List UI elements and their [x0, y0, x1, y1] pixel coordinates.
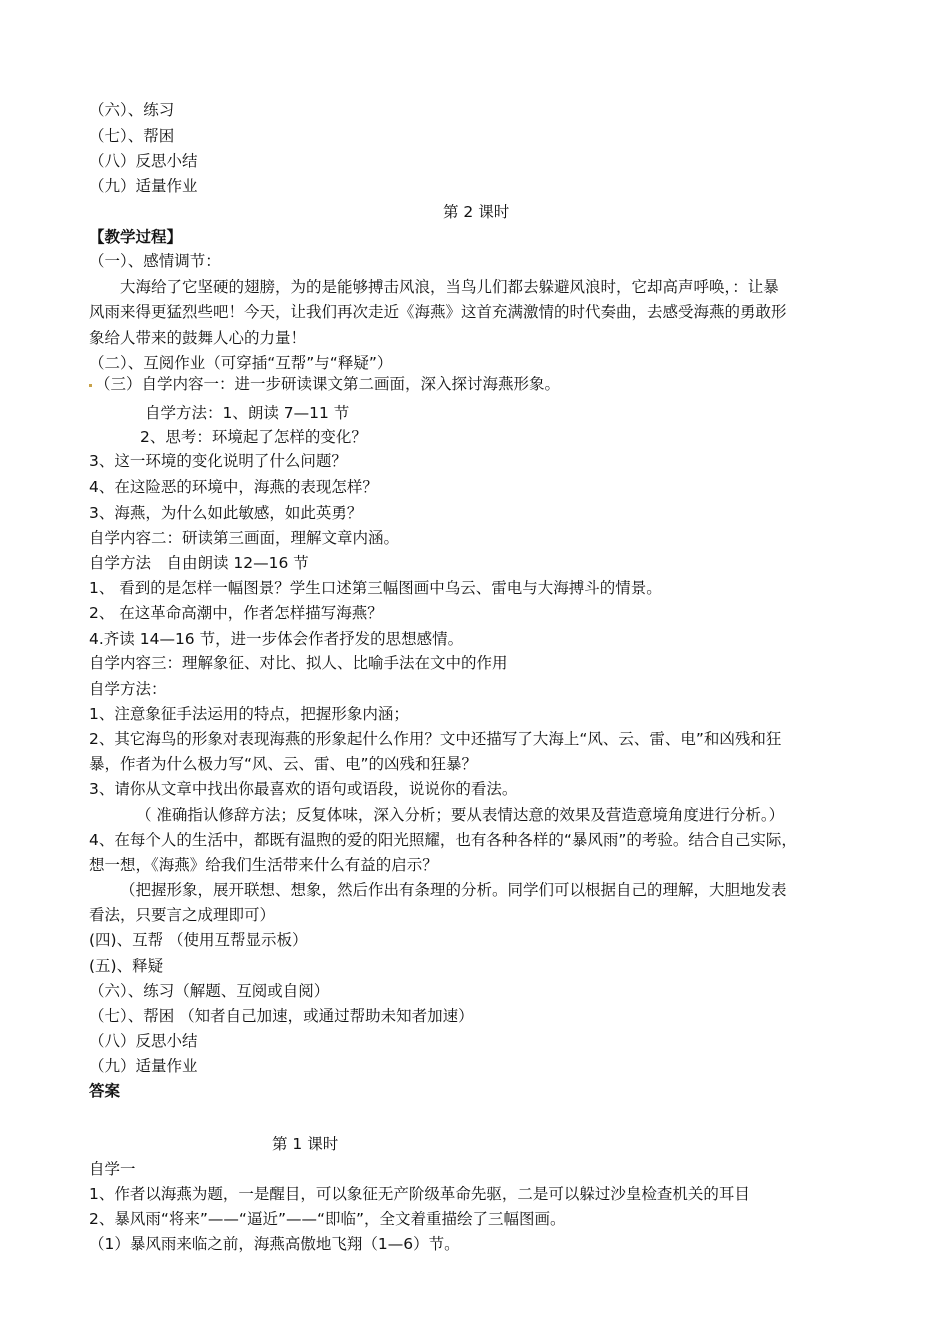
- line-36: （六）、练习（解题、互阅或自阅）: [89, 982, 330, 1000]
- line-38: （八）反思小结: [89, 1032, 198, 1050]
- line-22: 4.齐读 14—16 节，进一步体会作者抒发的思想感情。: [89, 630, 464, 648]
- line-29: （ 准确指认修辞方法；反复体味，深入分析；要从表情达意的效果及营造意境角度进行分析。）: [136, 806, 785, 824]
- line-32: （把握形象，展开联想、想象，然后作出有条理的分析。同学们可以根据自己的理解，大胆地发表: [120, 881, 787, 899]
- line-44: 2、暴风雨“将来”——“逼近”——“即临”，全文着重描绘了三幅图画。: [89, 1210, 566, 1228]
- line-10: 象给人带来的鼓舞人心的力量！: [89, 329, 307, 347]
- line-12: （三）自学内容一：进一步研读课文第二画面，深入探讨海燕形象。: [95, 375, 561, 393]
- heading-teaching-process: 【教学过程】: [89, 228, 183, 246]
- line-42: 自学一: [89, 1160, 136, 1178]
- line-08: 大海给了它坚硬的翅膀，为的是能够搏击风浪，当鸟儿们都去躲避风浪时，它却高声呼唤，：让暴: [120, 278, 779, 296]
- line-39: （九）适量作业: [89, 1057, 198, 1075]
- section-title-lesson-2: 第 2 课时: [443, 203, 510, 221]
- line-26: 2、其它海鸟的形象对表现海燕的形象起什么作用？文中还描写了大海上“风、云、雷、电”和凶残和狂: [89, 730, 782, 748]
- line-03: （八）反思小结: [89, 152, 198, 170]
- line-34: (四)、互帮 （使用互帮显示板）: [89, 931, 308, 949]
- line-19: 自学方法 自由朗读 12—16 节: [89, 554, 309, 572]
- line-24: 自学方法：: [89, 680, 167, 698]
- line-11: （二）、互阅作业（可穿插“互帮”与“释疑”）: [89, 354, 393, 372]
- line-31: 想一想，《海燕》给我们生活带来什么有益的启示？: [89, 856, 438, 874]
- line-01: （六）、练习: [89, 101, 175, 119]
- line-33: 看法，只要言之成理即可）: [89, 906, 276, 924]
- line-23: 自学内容三：理解象征、对比、拟人、比喻手法在文中的作用: [89, 654, 508, 672]
- line-27: 暴，作者为什么极力写“风、云、雷、电”的凶残和狂暴？: [89, 755, 478, 773]
- section-title-lesson-1: 第 1 课时: [272, 1135, 339, 1153]
- line-45: （1）暴风雨来临之前，海燕高傲地飞翔（1—6）节。: [89, 1235, 460, 1253]
- line-16: 4、在这险恶的环境中，海燕的表现怎样？: [89, 478, 378, 496]
- heading-answers: 答案: [89, 1082, 121, 1100]
- line-09: 风雨来得更猛烈些吧！今天，让我们再次走近《海燕》这首充满激情的时代奏曲，去感受海燕的勇敢形: [89, 303, 787, 321]
- line-43: 1、作者以海燕为题，一是醒目，可以象征无产阶级革命先驱，二是可以躲过沙皇检查机关的耳目: [89, 1185, 750, 1203]
- line-20: 1、 看到的是怎样一幅图景？学生口述第三幅图画中乌云、雷电与大海搏斗的情景。: [89, 579, 662, 597]
- margin-marker: [89, 384, 92, 387]
- line-21: 2、 在这革命高潮中，作者怎样描写海燕？: [89, 604, 383, 622]
- line-13: 自学方法：1、朗读 7—11 节: [145, 404, 350, 422]
- line-15: 3、这一环境的变化说明了什么问题？: [89, 452, 347, 470]
- line-02: （七）、帮困: [89, 127, 175, 145]
- line-04: （九）适量作业: [89, 177, 198, 195]
- line-14: 2、思考：环境起了怎样的变化？: [140, 428, 367, 446]
- line-18: 自学内容二：研读第三画面，理解文章内涵。: [89, 529, 400, 547]
- line-37: （七）、帮困 （知者自己加速，或通过帮助未知者加速）: [89, 1007, 474, 1025]
- line-17: 3、海燕，为什么如此敏感，如此英勇？: [89, 504, 363, 522]
- line-30: 4、在每个人的生活中，都既有温煦的爱的阳光照耀，也有各种各样的“暴风雨”的考验。结合自己实际，: [89, 831, 797, 849]
- line-07: （一）、感情调节：: [89, 252, 221, 270]
- line-25: 1、注意象征手法运用的特点，把握形象内涵；: [89, 705, 409, 723]
- line-28: 3、请你从文章中找出你最喜欢的语句或语段，说说你的看法。: [89, 780, 518, 798]
- line-35: (五)、释疑: [89, 957, 164, 975]
